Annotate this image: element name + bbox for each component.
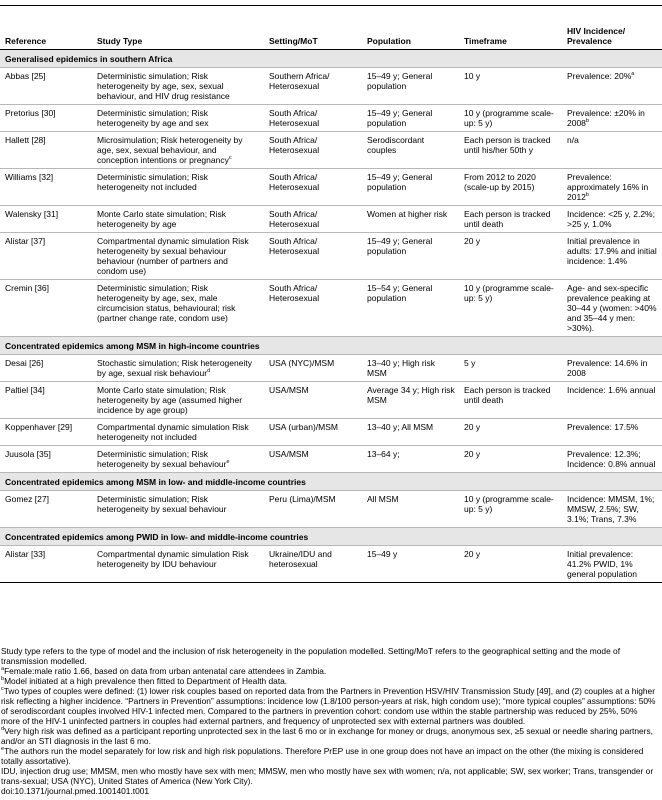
cell-study-type: Deterministic simulation; Risk heterogeneity by sexual behaviour [92,491,264,528]
hiv-text: Prevalence: 20% [567,71,632,81]
cell-setting: South Africa/ Heterosexual [264,233,362,280]
table-row [0,280,662,337]
top-rule [0,5,662,6]
cell-population: 13–40 y; High risk MSM [362,355,459,382]
table-row [0,382,662,419]
cell-study-type: Compartmental dynamic simulation Risk heterogeneity by sexual behaviour behaviour (number of partners and condom use) [92,233,264,280]
table-row [0,105,662,132]
study-text: Microsimulation; Risk heterogeneity by age, sex, sexual behaviour, and conception intentions or pregnancy [97,135,243,165]
cell-population: Women at higher risk [362,206,459,233]
hiv-text: Prevalence: approximately 16% in 2012 [567,172,649,202]
header-study-type: Study Type [92,24,264,50]
cell-population: 15–49 y; General population [362,105,459,132]
footnote-marker: c [1,686,4,693]
header-setting: Setting/MoT [264,24,362,50]
cell-study-type: Monte Carlo state simulation; Risk heterogeneity by age (assumed higher incidence by age group) [92,382,264,419]
section-title: Concentrated epidemics among MSM in low- and middle-income countries [0,473,662,491]
footnote-a [1,666,657,676]
footnote-text: Very high risk was defined as a participant reporting unprotected sex in the last 6 mo or in exchange for money or drugs, anonymous sex, ≥5 sexual or needle sharing partners, and/or an STI diagnosis in the last 6 mo. [1,726,653,746]
footnote-text: Model initiated at a high prevalence then fitted to Department of Health data. [4,676,288,686]
table-row [0,169,662,206]
cell-hiv: Prevalence: 12.3%; Incidence: 0.8% annual [562,446,662,473]
section-title: Concentrated epidemics among PWID in low- and middle-income countries [0,528,662,546]
studies-table [0,24,662,583]
cell-study-type [92,446,264,473]
cell-study-type [92,132,264,169]
cell-setting: USA (NYC)/MSM [264,355,362,382]
header-timeframe: Timeframe [459,24,562,50]
section-row [0,473,662,491]
cell-hiv: Age- and sex-specific prevalence peaking at 30–44 y (women: >40% and 35–44 y men: >30%). [562,280,662,337]
cell-hiv: Incidence: MMSM, 1%; MMSW, 2.5%; SW, 3.1%; Trans, 7.3% [562,491,662,528]
footnote-marker: b [585,118,589,125]
cell-reference: Williams [32] [0,169,92,206]
cell-setting: South Africa/ Heterosexual [264,132,362,169]
cell-population: 15–54 y; General population [362,280,459,337]
cell-setting: USA/MSM [264,382,362,419]
footnote-marker: a [1,666,5,673]
cell-setting: Peru (Lima)/MSM [264,491,362,528]
header-reference: Reference [0,24,92,50]
footnote-marker: a [631,71,635,78]
cell-study-type: Compartmental dynamic simulation Risk heterogeneity by IDU behaviour [92,546,264,583]
cell-population: Average 34 y; High risk MSM [362,382,459,419]
cell-hiv: Initial prevalence: 41.2% PWID, 1% general population [562,546,662,583]
cell-reference: Pretorius [30] [0,105,92,132]
cell-population: All MSM [362,491,459,528]
study-text: Stochastic simulation; Risk heterogeneity by age, sexual risk behaviour [97,358,252,378]
cell-population: 15–49 y [362,546,459,583]
table-row [0,546,662,583]
cell-setting: South Africa/ Heterosexual [264,206,362,233]
footnote-d [1,726,657,746]
cell-population: 15–49 y; General population [362,233,459,280]
footnote-text: The authors run the model separately for low risk and high risk populations. Therefore PrEP use in one group does not have an impact on the other (the mixing is considered totally assortative). [1,746,644,766]
footnote-text: Two types of couples were defined: (1) lower risk couples based on reported data from the Partners in Prevention HSV/HIV Transmission Study [49], and (2) couples at a higher risk reflecting a higher incidence. “Partners in Prevention” assumptions: incidence low (1.8/100 person-years at risk, high condom use); “more typical couples” assumptions: 50% of serodiscordant couples involved HIV-1 infected men. Compared to the partners in prevention cohort: condom use within the stable partnership was reduced by 25%, 50% more of the HIV-1 uninfected partners in couples had external partners, and frequency of unprotected sex with external partners was doubled. [1,686,656,726]
cell-study-type: Monte Carlo state simulation; Risk heterogeneity by age [92,206,264,233]
section-title: Generalised epidemics in southern Africa [0,50,662,68]
table-row [0,446,662,473]
cell-timeframe: 20 y [459,546,562,583]
cell-setting: South Africa/ Heterosexual [264,280,362,337]
footnote-abbreviations: IDU, injection drug use; MMSM, men who mostly have sex with men; MMSW, men who mostly have sex with women; n/a, not applicable; SW, sex worker; Trans, transgender or trans-sexual; USA (NYC), United States of America (New York City). [1,766,654,786]
cell-setting: South Africa/ Heterosexual [264,169,362,206]
cell-reference: Juusola [35] [0,446,92,473]
cell-study-type: Deterministic simulation; Risk heterogeneity not included [92,169,264,206]
footnote-marker: b [585,192,589,199]
cell-reference: Paltiel [34] [0,382,92,419]
cell-hiv: Incidence: 1.6% annual [562,382,662,419]
table-footnotes [0,646,657,796]
cell-reference: Alistar [33] [0,546,92,583]
section-row [0,337,662,355]
footnote-marker: e [226,459,230,466]
footnote-marker: d [207,368,211,375]
table-row [0,233,662,280]
cell-population: 15–49 y; General population [362,169,459,206]
cell-study-type: Deterministic simulation; Risk heterogeneity by age, sex, male circumcision status, behavioural; risk (partner change rate, condom use) [92,280,264,337]
footnote-intro: Study type refers to the type of model and the inclusion of risk heterogeneity in the population modelled. Setting/MoT refers to the geographical setting and the mode of transmission modelled. [1,646,621,666]
cell-hiv: n/a [562,132,662,169]
table-row [0,132,662,169]
cell-study-type [92,355,264,382]
cell-hiv: Initial prevalence in adults: 17.9% and initial incidence: 1.4% [562,233,662,280]
header-hiv: HIV Incidence/ Prevalence [562,24,662,50]
footnote-marker: d [1,726,5,733]
cell-study-type: Deterministic simulation; Risk heterogeneity by age and sex [92,105,264,132]
footnote-b [1,676,657,686]
section-title: Concentrated epidemics among MSM in high-income countries [0,337,662,355]
table-row [0,68,662,105]
footnote-marker: c [228,155,232,162]
cell-hiv [562,68,662,105]
cell-timeframe: 20 y [459,233,562,280]
footnote-marker: b [1,676,5,683]
cell-timeframe: 5 y [459,355,562,382]
cell-reference: Abbas [25] [0,68,92,105]
cell-reference: Gomez [27] [0,491,92,528]
cell-population: 13–64 y; [362,446,459,473]
cell-hiv [562,105,662,132]
cell-timeframe: 20 y [459,446,562,473]
footnote-marker: e [1,746,5,753]
table-row [0,491,662,528]
footnote-c [1,686,657,726]
cell-setting: USA/MSM [264,446,362,473]
section-row [0,50,662,68]
table-row [0,419,662,446]
cell-timeframe: Each person is tracked until death [459,382,562,419]
hiv-text: Prevalence: ±20% in 2008 [567,108,645,128]
header-row [0,24,662,50]
cell-setting: South Africa/ Heterosexual [264,105,362,132]
cell-timeframe: 10 y (programme scale-up: 5 y) [459,280,562,337]
cell-reference: Hallett [28] [0,132,92,169]
footnote-text: Female:male ratio 1.66, based on data from urban antenatal care attendees in Zambia. [4,666,327,676]
section-row [0,528,662,546]
cell-reference: Alistar [37] [0,233,92,280]
cell-timeframe: Each person is tracked until his/her 50th y [459,132,562,169]
cell-timeframe: 20 y [459,419,562,446]
cell-timeframe: Each person is tracked until death [459,206,562,233]
doi-link[interactable]: doi:10.1371/journal.pmed.1001401.t001 [1,786,150,796]
footnote-e [1,746,657,766]
cell-reference: Walensky [31] [0,206,92,233]
cell-study-type: Deterministic simulation; Risk heterogeneity by age, sex, sexual behaviour, and HIV drug resistance [92,68,264,105]
cell-timeframe: From 2012 to 2020 (scale-up by 2015) [459,169,562,206]
table-row [0,206,662,233]
cell-hiv: Prevalence: 17.5% [562,419,662,446]
cell-reference: Koppenhaver [29] [0,419,92,446]
cell-reference: Cremin [36] [0,280,92,337]
header-population: Population [362,24,459,50]
cell-setting: Ukraine/IDU and heterosexual [264,546,362,583]
cell-hiv [562,169,662,206]
cell-timeframe: 10 y (programme scale-up: 5 y) [459,491,562,528]
cell-hiv: Incidence: <25 y, 2.2%; >25 y, 1.0% [562,206,662,233]
cell-setting: USA (urban)/MSM [264,419,362,446]
cell-population: 15–49 y; General population [362,68,459,105]
cell-study-type: Compartmental dynamic simulation Risk heterogeneity not included [92,419,264,446]
cell-reference: Desai [26] [0,355,92,382]
cell-hiv: Prevalence: 14.6% in 2008 [562,355,662,382]
cell-timeframe: 10 y [459,68,562,105]
table-row [0,355,662,382]
cell-population: 13–40 y; All MSM [362,419,459,446]
study-text: Deterministic simulation; Risk heterogeneity by sexual behaviour [97,449,227,469]
cell-timeframe: 10 y (programme scale-up: 5 y) [459,105,562,132]
cell-population: Serodiscordant couples [362,132,459,169]
cell-setting: Southern Africa/ Heterosexual [264,68,362,105]
